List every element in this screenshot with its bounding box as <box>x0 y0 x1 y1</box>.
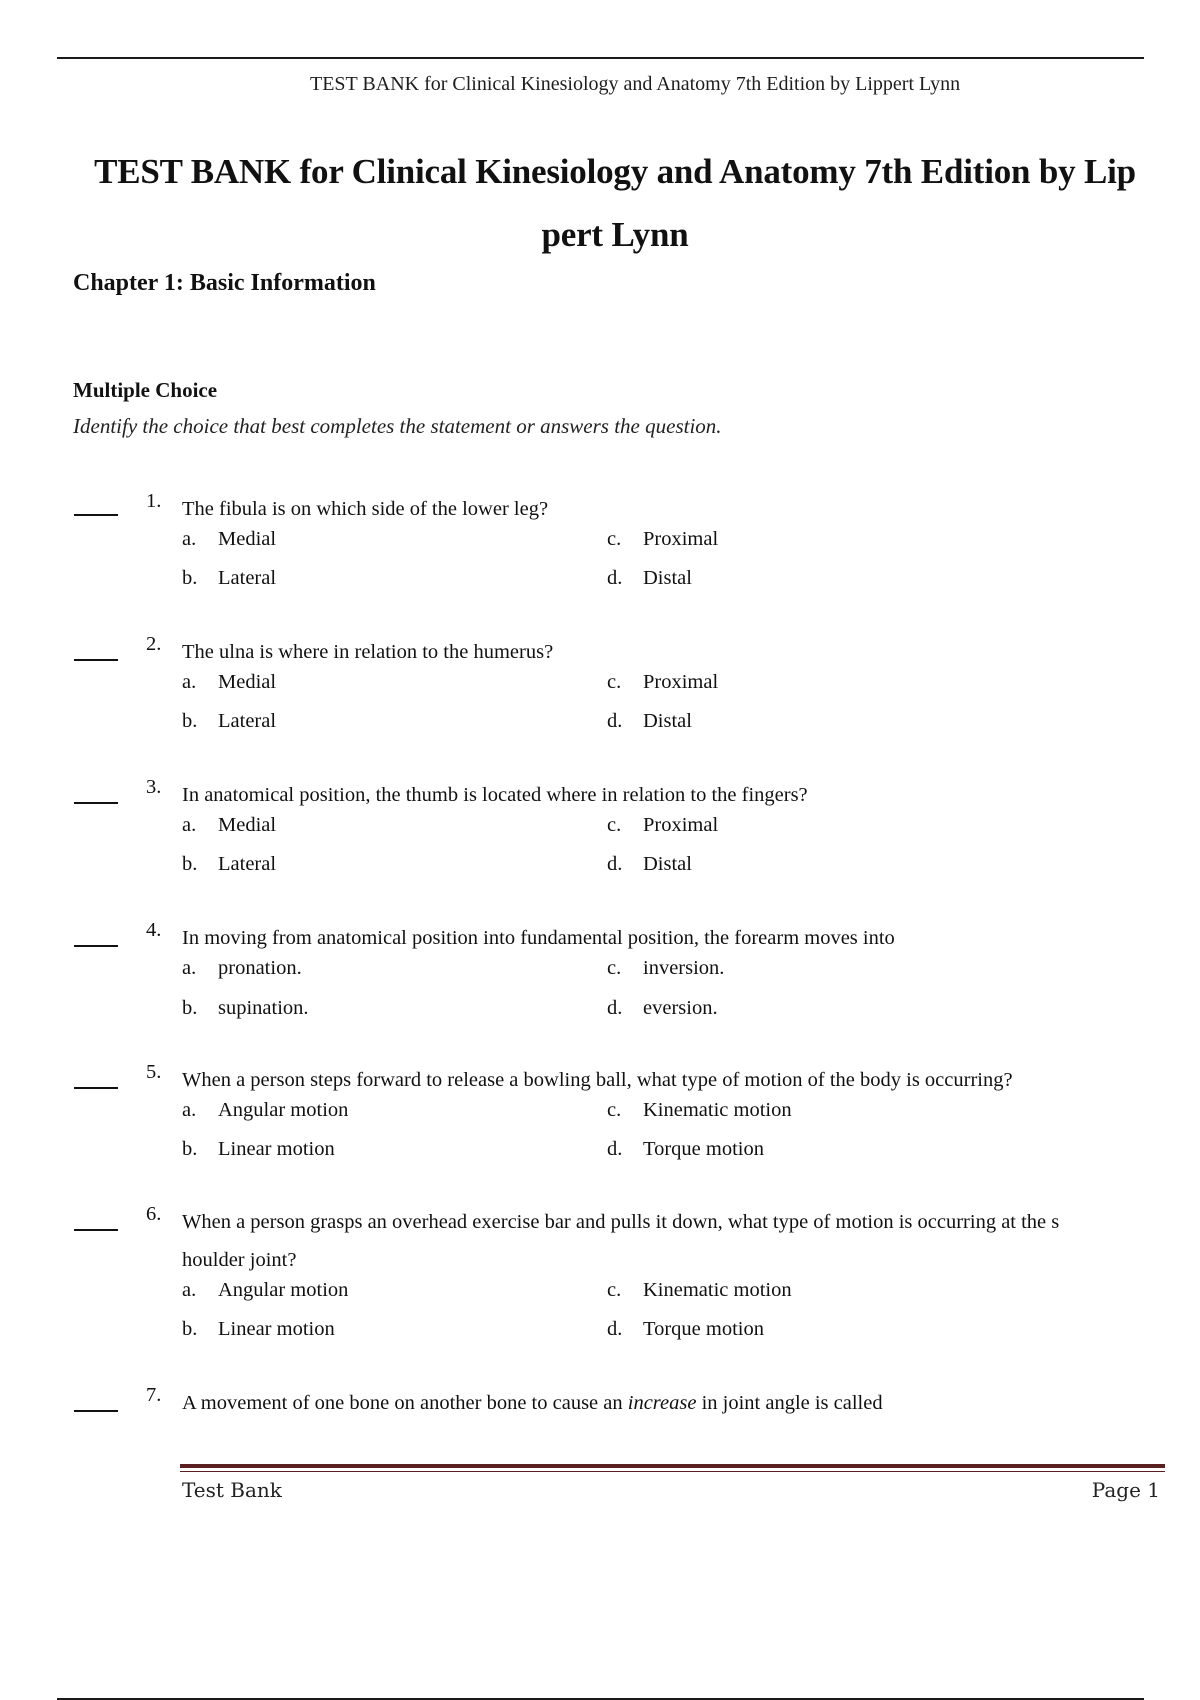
option-a <box>182 671 276 694</box>
option-text: Kinematic motion <box>643 1099 792 1121</box>
question-line: When a person grasps an overhead exercise bar and pulls it down, what type of motion is occurring at the s <box>182 1211 1060 1233</box>
option-text: Kinematic motion <box>643 1279 792 1301</box>
option-text: Linear motion <box>218 1138 335 1160</box>
option-text: supination. <box>218 997 309 1019</box>
question-text <box>182 919 1142 957</box>
instructions: Identify the choice that best completes the statement or answers the question. <box>73 414 722 438</box>
option-text: Torque motion <box>643 1318 764 1340</box>
section-title: Multiple Choice <box>73 378 218 402</box>
option-a <box>182 957 302 980</box>
option-text: Lateral <box>218 710 277 732</box>
option-text: Torque motion <box>643 1138 764 1160</box>
option-b <box>182 567 276 590</box>
option-letter: c. <box>607 957 622 979</box>
question-number: 5. <box>146 1061 162 1083</box>
question-number: 4. <box>146 919 162 941</box>
option-text: eversion. <box>643 997 718 1019</box>
option-text: Proximal <box>643 528 719 550</box>
option-d <box>607 853 692 876</box>
option-c <box>607 671 718 694</box>
question-text <box>182 490 1142 528</box>
option-letter: d. <box>607 710 623 732</box>
option-b <box>182 1138 335 1161</box>
question-line <box>182 1384 1142 1422</box>
question-line: The ulna is where in relation to the humerus? <box>182 641 554 663</box>
option-text: Lateral <box>218 567 277 589</box>
option-letter: a. <box>182 1099 197 1121</box>
option-letter: d. <box>607 853 623 875</box>
option-letter: a. <box>182 671 197 693</box>
option-letter: c. <box>607 671 622 693</box>
option-c <box>607 957 724 980</box>
option-c <box>607 528 718 551</box>
question-number: 6. <box>146 1203 162 1225</box>
question-line: houlder joint? <box>182 1249 297 1271</box>
option-text: Medial <box>218 528 277 550</box>
question-text-emphasis: increase <box>627 1392 697 1414</box>
question-text <box>182 1384 1142 1422</box>
question-number: 7. <box>146 1384 162 1406</box>
question-text <box>182 1203 1142 1279</box>
option-text: Proximal <box>643 814 719 836</box>
option-letter: b. <box>182 853 198 875</box>
option-b <box>182 1318 335 1341</box>
option-d <box>607 710 692 733</box>
chapter-title: Chapter 1: Basic Information <box>73 270 376 296</box>
option-letter: c. <box>607 1099 622 1121</box>
option-letter: d. <box>607 1318 623 1340</box>
title-line-1: TEST BANK for Clinical Kinesiology and Anatomy 7th Edition by Lip <box>94 152 1136 191</box>
option-text: Distal <box>643 710 692 732</box>
title-line-2: pert Lynn <box>541 215 689 254</box>
option-d <box>607 1138 764 1161</box>
option-text: Lateral <box>218 853 277 875</box>
question-text <box>182 776 1142 814</box>
question-line: In anatomical position, the thumb is located where in relation to the fingers? <box>182 784 808 806</box>
option-letter: d. <box>607 997 623 1019</box>
option-letter: b. <box>182 1138 198 1160</box>
header-rule <box>57 57 1144 59</box>
option-letter: d. <box>607 1138 623 1160</box>
option-text: Medial <box>218 671 277 693</box>
option-c <box>607 1279 792 1302</box>
question-line: The fibula is on which side of the lower leg? <box>182 498 549 520</box>
question-text-after: in joint angle is called <box>696 1392 883 1414</box>
option-a <box>182 1099 348 1122</box>
option-letter: b. <box>182 997 198 1019</box>
option-text: inversion. <box>643 957 725 979</box>
option-a <box>182 814 276 837</box>
option-letter: a. <box>182 1279 197 1301</box>
answer-blank[interactable] <box>74 945 118 947</box>
answer-blank[interactable] <box>74 1410 118 1412</box>
option-text: Linear motion <box>218 1318 335 1340</box>
question-number: 3. <box>146 776 162 798</box>
option-letter: a. <box>182 814 197 836</box>
option-letter: c. <box>607 528 622 550</box>
page-number: Page 1 <box>1091 1478 1160 1502</box>
option-d <box>607 997 718 1020</box>
option-letter: d. <box>607 567 623 589</box>
option-d <box>607 1318 764 1341</box>
option-text: Proximal <box>643 671 719 693</box>
option-letter: c. <box>607 1279 622 1301</box>
question-text <box>182 1061 1142 1099</box>
answer-blank[interactable] <box>74 802 118 804</box>
option-c <box>607 814 718 837</box>
footer-rule-thin <box>180 1471 1165 1472</box>
footer-label: Test Bank <box>182 1478 282 1502</box>
question-number: 1. <box>146 490 162 512</box>
option-a <box>182 528 276 551</box>
question-text <box>182 633 1142 671</box>
option-letter: a. <box>182 957 197 979</box>
option-a <box>182 1279 348 1302</box>
option-text: Distal <box>643 853 692 875</box>
option-b <box>182 997 309 1020</box>
question-text-before: A movement of one bone on another bone to cause an <box>182 1392 628 1414</box>
answer-blank[interactable] <box>74 1087 118 1089</box>
option-letter: b. <box>182 567 198 589</box>
option-c <box>607 1099 792 1122</box>
answer-blank[interactable] <box>74 659 118 661</box>
question-number: 2. <box>146 633 162 655</box>
option-b <box>182 710 276 733</box>
document-title <box>60 140 1170 266</box>
footer-rule <box>180 1464 1165 1468</box>
question-line: In moving from anatomical position into fundamental position, the forearm moves into <box>182 927 895 949</box>
option-letter: a. <box>182 528 197 550</box>
option-letter: c. <box>607 814 622 836</box>
option-b <box>182 853 276 876</box>
question-line: When a person steps forward to release a bowling ball, what type of motion of the body is occurring? <box>182 1069 1013 1091</box>
answer-blank[interactable] <box>74 514 118 516</box>
option-text: Medial <box>218 814 277 836</box>
option-d <box>607 567 692 590</box>
option-text: Distal <box>643 567 692 589</box>
option-text: Angular motion <box>218 1279 349 1301</box>
option-letter: b. <box>182 1318 198 1340</box>
answer-blank[interactable] <box>74 1229 118 1231</box>
option-letter: b. <box>182 710 198 732</box>
option-text: pronation. <box>218 957 302 979</box>
option-text: Angular motion <box>218 1099 349 1121</box>
running-header: TEST BANK for Clinical Kinesiology and Anatomy 7th Edition by Lippert Lynn <box>310 73 961 95</box>
